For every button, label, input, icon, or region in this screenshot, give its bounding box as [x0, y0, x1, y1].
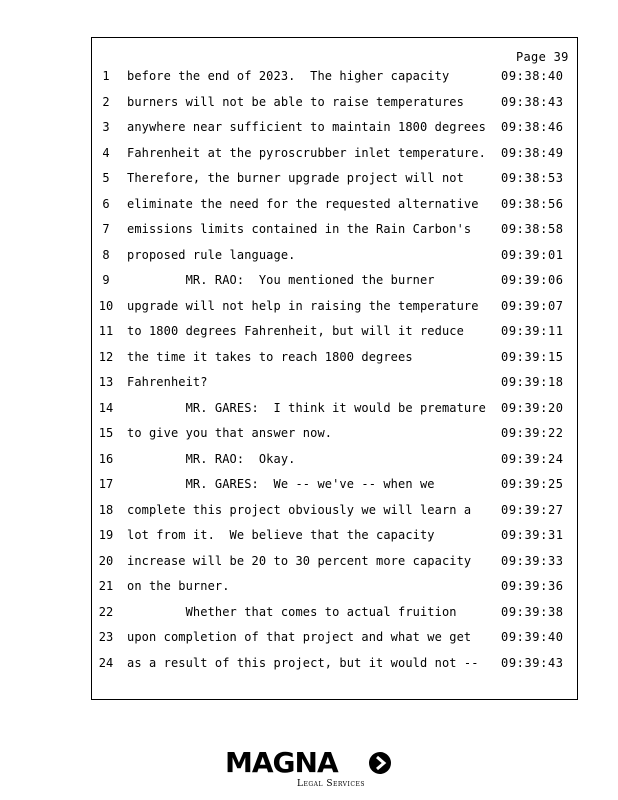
- line-number: 6: [102, 196, 110, 211]
- line-number: 23: [98, 630, 114, 644]
- transcript-line: [0, 345, 618, 371]
- transcript-line: [0, 319, 618, 345]
- transcript-line: [0, 421, 618, 447]
- line-number: 8: [102, 247, 110, 262]
- line-text: lot from it. We believe that the capacity: [127, 528, 435, 542]
- line-text: on the burner.: [127, 579, 230, 593]
- line-number: 19: [98, 528, 114, 542]
- line-text: to 1800 degrees Fahrenheit, but will it reduce: [127, 324, 464, 338]
- line-number: 12: [98, 349, 114, 364]
- timestamp: 09:39:40: [501, 630, 564, 644]
- timestamp: 09:39:25: [501, 477, 564, 491]
- transcript-line: [0, 396, 618, 422]
- line-number: 24: [98, 655, 114, 670]
- line-text: Therefore, the burner upgrade project will not: [127, 171, 464, 185]
- transcript-line: [0, 166, 618, 192]
- timestamp: 09:39:01: [501, 247, 564, 262]
- timestamp: 09:39:36: [501, 579, 564, 593]
- transcript-line: [0, 268, 618, 294]
- chevron-right-circle-icon: [369, 752, 391, 774]
- timestamp: 09:39:38: [501, 604, 564, 619]
- line-text: complete this project obviously we will learn a: [127, 502, 472, 517]
- line-text: as a result of this project, but it would not --: [127, 655, 479, 670]
- line-number: 18: [98, 502, 114, 517]
- line-number: 5: [102, 171, 110, 185]
- transcript-line: [0, 90, 618, 116]
- line-text: eliminate the need for the requested alternative: [127, 196, 479, 211]
- transcript-line: [0, 370, 618, 396]
- line-number: 22: [98, 604, 114, 619]
- line-text: to give you that answer now.: [127, 426, 333, 440]
- transcript-line: [0, 294, 618, 320]
- transcript-line: [0, 447, 618, 473]
- timestamp: 09:39:11: [501, 324, 564, 338]
- line-number: 10: [98, 298, 114, 313]
- line-text: proposed rule language.: [127, 247, 296, 262]
- line-number: 17: [98, 477, 114, 491]
- line-text: increase will be 20 to 30 percent more capacity: [127, 553, 472, 568]
- timestamp: 09:38:43: [501, 94, 564, 109]
- logo-wordmark: MAGNA: [225, 746, 338, 779]
- line-text: MR. GARES: We -- we've -- when we: [127, 477, 435, 491]
- line-number: 9: [102, 273, 110, 287]
- timestamp: 09:38:40: [501, 69, 564, 83]
- transcript-line: [0, 243, 618, 269]
- line-number: 15: [98, 426, 114, 440]
- transcript-line: [0, 472, 618, 498]
- timestamp: 09:39:43: [501, 655, 564, 670]
- line-number: 4: [102, 145, 110, 160]
- line-text: before the end of 2023. The higher capacity: [127, 69, 450, 83]
- line-number: 11: [98, 324, 114, 338]
- timestamp: 09:39:22: [501, 426, 564, 440]
- timestamp: 09:39:18: [501, 375, 564, 389]
- line-number: 20: [98, 553, 114, 568]
- transcript-line: [0, 217, 618, 243]
- line-text: anywhere near sufficient to maintain 1800 degrees: [127, 120, 486, 134]
- logo-subtitle: Legal Services: [297, 779, 365, 789]
- transcript-line: [0, 498, 618, 524]
- transcript-line: [0, 549, 618, 575]
- line-text: Fahrenheit?: [127, 375, 208, 389]
- transcript-line: [0, 651, 618, 677]
- line-number: 2: [102, 94, 110, 109]
- line-number: 13: [98, 375, 114, 389]
- timestamp: 09:39:27: [501, 502, 564, 517]
- line-number: 3: [102, 120, 110, 134]
- line-text: MR. RAO: Okay.: [127, 451, 296, 466]
- line-text: MR. RAO: You mentioned the burner: [127, 273, 435, 287]
- page-number: Page 39: [516, 50, 569, 64]
- timestamp: 09:38:56: [501, 196, 564, 211]
- line-number: 14: [98, 400, 114, 415]
- transcript-lines: [0, 64, 618, 676]
- transcript-line: [0, 625, 618, 651]
- line-text: MR. GARES: I think it would be premature: [127, 400, 486, 415]
- transcript-line: [0, 574, 618, 600]
- timestamp: 09:39:07: [501, 298, 564, 313]
- timestamp: 09:38:49: [501, 145, 564, 160]
- timestamp: 09:39:24: [501, 451, 564, 466]
- timestamp: 09:38:46: [501, 120, 564, 134]
- transcript-line: [0, 64, 618, 90]
- transcript-line: [0, 600, 618, 626]
- timestamp: 09:39:31: [501, 528, 564, 542]
- line-number: 21: [98, 579, 114, 593]
- line-text: upgrade will not help in raising the temperature: [127, 298, 479, 313]
- timestamp: 09:38:58: [501, 222, 564, 236]
- line-text: Whether that comes to actual fruition: [127, 604, 457, 619]
- timestamp: 09:38:53: [501, 171, 564, 185]
- transcript-line: [0, 141, 618, 167]
- timestamp: 09:39:33: [501, 553, 564, 568]
- line-number: 16: [98, 451, 114, 466]
- line-number: 1: [102, 69, 110, 83]
- magna-logo: [225, 748, 395, 792]
- line-text: burners will not be able to raise temperatures: [127, 94, 464, 109]
- timestamp: 09:39:20: [501, 400, 564, 415]
- line-text: upon completion of that project and what we get: [127, 630, 472, 644]
- transcript-line: [0, 523, 618, 549]
- timestamp: 09:39:15: [501, 349, 564, 364]
- transcript-line: [0, 192, 618, 218]
- line-text: emissions limits contained in the Rain Carbon's: [127, 222, 472, 236]
- transcript-line: [0, 115, 618, 141]
- line-number: 7: [102, 222, 110, 236]
- line-text: Fahrenheit at the pyroscrubber inlet temperature.: [127, 145, 486, 160]
- line-text: the time it takes to reach 1800 degrees: [127, 349, 413, 364]
- timestamp: 09:39:06: [501, 273, 564, 287]
